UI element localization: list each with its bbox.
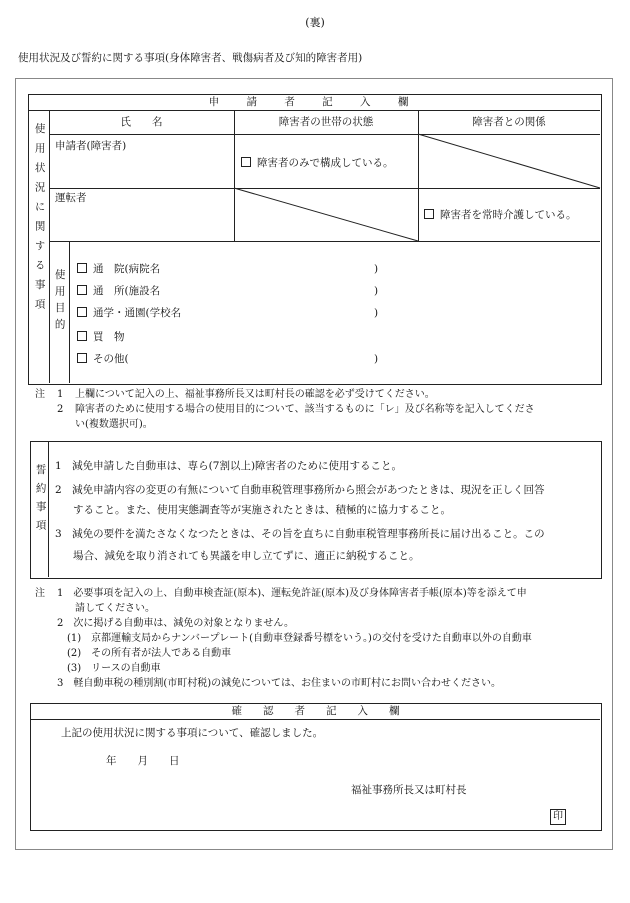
household-diagonal-strike bbox=[234, 188, 418, 241]
school-checkbox[interactable] bbox=[77, 307, 87, 317]
notes2-line-5: (2) その所有者が法人である自動車 bbox=[67, 648, 232, 659]
purpose-other-label: その他( bbox=[93, 353, 129, 365]
pledge-side-label: 誓約事項 bbox=[34, 464, 47, 538]
notes2-line-2: 請してください。 bbox=[75, 603, 155, 614]
column-header-household: 障害者の世帯の状態 bbox=[278, 116, 374, 128]
purpose-other-close: ) bbox=[374, 353, 379, 365]
applicant-label: 申請者(障害者) bbox=[55, 140, 127, 152]
notes2-prefix: 注 bbox=[35, 588, 45, 599]
column-header-name: 氏 名 bbox=[120, 116, 163, 128]
divider bbox=[29, 110, 600, 111]
purpose-school-close: ) bbox=[374, 307, 379, 319]
other-checkbox[interactable] bbox=[77, 353, 87, 363]
confirmation-signer: 福祉事務所長又は町村長 bbox=[351, 784, 467, 796]
divider bbox=[31, 719, 600, 720]
relation-diagonal-strike bbox=[418, 134, 600, 188]
purpose-hospital-close: ) bbox=[374, 263, 379, 275]
confirmation-statement: 上記の使用状況に関する事項について、確認しました。 bbox=[61, 727, 324, 739]
divider bbox=[49, 110, 50, 383]
driver-option[interactable] bbox=[424, 209, 577, 223]
purpose-other[interactable] bbox=[77, 353, 129, 367]
pledge-line-2: 2 減免申請内容の変更の有無について自動車税管理事務所から照会があつたときは、現況を正しく回答 bbox=[55, 484, 545, 496]
household-checkbox[interactable] bbox=[241, 157, 251, 167]
purpose-label: 使用目的 bbox=[53, 269, 66, 335]
column-header-relation: 障害者との関係 bbox=[472, 116, 546, 128]
notes1-prefix: 注 bbox=[35, 389, 45, 400]
notes2-line-1: 1 必要事項を記入の上、自動車検査証(原本)、運転免許証(原本)及び身体障害者手帳(原本)等を添えて申 bbox=[57, 588, 527, 599]
page-heading: (裏) bbox=[305, 16, 325, 29]
pledge-line-3: すること。また、使用実態調査等が実施されたときは、積極的に協力すること。 bbox=[73, 504, 451, 516]
divider bbox=[49, 241, 600, 242]
notes2-line-6: (3) リースの自動車 bbox=[67, 663, 161, 674]
purpose-school-label: 通学・通園(学校名 bbox=[93, 307, 182, 319]
purpose-facility-label: 通 所(施設名 bbox=[93, 285, 161, 297]
purpose-hospital-label: 通 院(病院名 bbox=[93, 263, 161, 275]
confirmation-date-field[interactable]: 年 月 日 bbox=[106, 755, 180, 767]
purpose-hospital[interactable] bbox=[77, 263, 160, 277]
purpose-shopping-label: 買 物 bbox=[93, 331, 125, 343]
usage-section-title: 申 請 者 記 入 欄 bbox=[208, 96, 421, 108]
pledge-line-5: 場合、減免を取り消されても異議を申し立てずに、適正に納税すること。 bbox=[73, 550, 420, 562]
purpose-facility-close: ) bbox=[374, 285, 379, 297]
pledge-box bbox=[30, 441, 602, 579]
usage-table bbox=[28, 94, 602, 385]
pledge-line-1: 1 減免申請した自動車は、専ら(7割以上)障害者のために使用すること。 bbox=[55, 460, 403, 472]
applicant-option-label: 障害者のみで構成している。 bbox=[257, 157, 394, 169]
driver-option-label: 障害者を常時介護している。 bbox=[440, 209, 577, 221]
caregiver-checkbox[interactable] bbox=[424, 209, 434, 219]
usage-side-label: 使用状況に関する事項 bbox=[33, 123, 46, 318]
notes1-item-2-continuation: い(複数選択可)。 bbox=[75, 419, 153, 430]
divider bbox=[69, 241, 70, 383]
purpose-facility[interactable] bbox=[77, 285, 160, 299]
notes1-item-1-text: 上欄について記入の上、福祉事務所長又は町村長の確認を必ず受けてください。 bbox=[75, 389, 435, 400]
notes1-item-2-num: 2 bbox=[57, 404, 64, 415]
notes2-line-7: 3 軽自動車税の種別割(市町村税)の減免については、お住まいの市町村にお問い合わせください。 bbox=[57, 678, 501, 689]
purpose-shopping[interactable] bbox=[77, 331, 125, 345]
shopping-checkbox[interactable] bbox=[77, 331, 87, 341]
hospital-checkbox[interactable] bbox=[77, 263, 87, 273]
notes1-item-2-text: 障害者のために使用する場合の使用目的について、該当するものに「レ」及び名称等を記入してくださ bbox=[75, 404, 535, 415]
driver-label: 運転者 bbox=[55, 192, 87, 204]
purpose-school[interactable] bbox=[77, 307, 181, 321]
applicant-option[interactable] bbox=[241, 157, 394, 171]
pledge-line-4: 3 減免の要件を満たさなくなつたときは、その旨を直ちに自動車税管理事務所長に届け出ること。この bbox=[55, 528, 545, 540]
notes1-item-1-num: 1 bbox=[57, 389, 64, 400]
form-subtitle: 使用状況及び誓約に関する事項(身体障害者、戦傷病者及び知的障害者用) bbox=[18, 52, 363, 64]
notes2-line-3: 2 次に掲げる自動車は、減免の対象となりません。 bbox=[57, 618, 294, 629]
divider bbox=[48, 442, 49, 577]
confirmation-title: 確 認 者 記 入 欄 bbox=[231, 705, 400, 717]
facility-checkbox[interactable] bbox=[77, 285, 87, 295]
seal-icon: 印 bbox=[550, 809, 566, 825]
notes2-line-4: (1) 京都運輸支局からナンバープレート(自動車登録番号標をいう。)の交付を受けた自動車以外の自動車 bbox=[67, 633, 532, 644]
confirmation-box bbox=[30, 703, 602, 831]
